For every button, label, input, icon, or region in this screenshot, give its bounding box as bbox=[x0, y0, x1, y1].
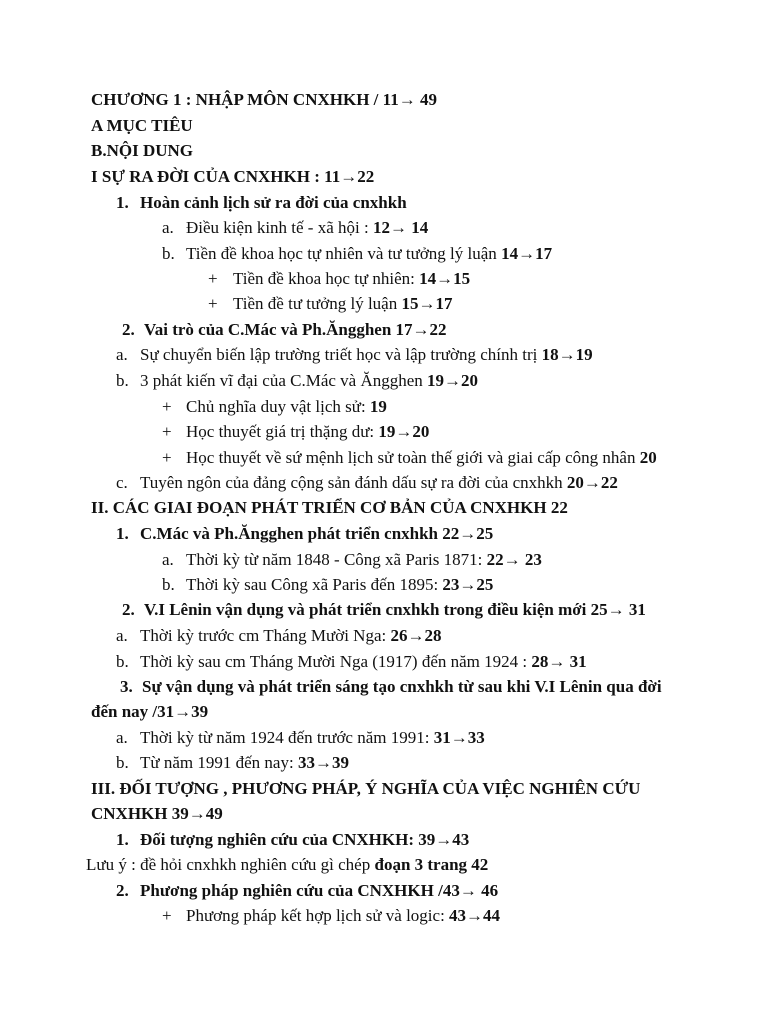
item-2-marker: 2. bbox=[116, 881, 129, 900]
item-3-heading-continued: đến nay /31→39 bbox=[91, 702, 209, 721]
item-3-marker: 3. bbox=[120, 677, 133, 696]
item-1-marker: 1. bbox=[116, 193, 129, 212]
list-marker: b. bbox=[116, 652, 129, 671]
section-b-heading: B.NỘI DUNG bbox=[91, 141, 194, 160]
part-1-heading: I SỰ RA ĐỜI CỦA CNXHKH : 11→22 bbox=[91, 167, 375, 186]
item-3-heading: Sự vận dụng và phát triển sáng tạo cnxhkh từ sau khi V.I Lênin qua đời bbox=[142, 677, 662, 696]
list-item: 3 phát kiến vĩ đại của C.Mác và Ăngghen 19→20 bbox=[140, 371, 479, 390]
list-marker: c. bbox=[116, 473, 128, 492]
list-item: Điều kiện kinh tế - xã hội : 12→ 14 bbox=[186, 218, 429, 237]
list-marker: a. bbox=[116, 626, 128, 645]
list-marker: b. bbox=[162, 575, 175, 594]
bullet-marker: + bbox=[162, 448, 172, 467]
bullet-marker: + bbox=[208, 269, 218, 288]
part-2-heading: II. CÁC GIAI ĐOẠN PHÁT TRIỂN CƠ BẢN CỦA CNXHKH 22 bbox=[91, 498, 568, 517]
note-line: Lưu ý : đề hỏi cnxhkh nghiên cứu gì chép đoạn 3 trang 42 bbox=[86, 855, 489, 874]
item-1-heading: Đối tượng nghiên cứu của CNXHKH: 39→43 bbox=[140, 830, 470, 849]
list-item: Tiền đề khoa học tự nhiên và tư tưởng lý luận 14→17 bbox=[186, 244, 553, 263]
list-item: Sự chuyển biến lập trường triết học và lập trường chính trị 18→19 bbox=[140, 345, 593, 364]
item-1-marker: 1. bbox=[116, 524, 129, 543]
list-item: Tuyên ngôn của đảng cộng sản đánh dấu sự ra đời của cnxhkh 20→22 bbox=[140, 473, 618, 492]
item-2-heading: Phương pháp nghiên cứu của CNXHKH /43→ 46 bbox=[140, 881, 499, 900]
list-marker: b. bbox=[162, 244, 175, 263]
item-1-heading: Hoàn cảnh lịch sử ra đời của cnxhkh bbox=[140, 193, 407, 212]
bullet-marker: + bbox=[162, 397, 172, 416]
list-marker: a. bbox=[116, 345, 128, 364]
chapter-title: CHƯƠNG 1 : NHẬP MÔN CNXHKH / 11→ 49 bbox=[91, 90, 437, 109]
list-item: Thời kỳ trước cm Tháng Mười Nga: 26→28 bbox=[140, 626, 442, 645]
list-item: Học thuyết giá trị thặng dư: 19→20 bbox=[186, 422, 430, 441]
item-2-marker: 2. bbox=[122, 600, 135, 619]
list-marker: b. bbox=[116, 753, 129, 772]
list-item: Thời kỳ từ năm 1924 đến trước năm 1991: 31→33 bbox=[140, 728, 485, 747]
item-1-marker: 1. bbox=[116, 830, 129, 849]
list-item: Học thuyết về sứ mệnh lịch sử toàn thế giới và giai cấp công nhân 20 bbox=[186, 448, 657, 467]
list-marker: a. bbox=[162, 550, 174, 569]
list-item: Thời kỳ sau Công xã Paris đến 1895: 23→25 bbox=[186, 575, 494, 594]
section-a-heading: A MỤC TIÊU bbox=[91, 116, 193, 135]
item-1-heading: C.Mác và Ph.Ăngghen phát triển cnxhkh 22→25 bbox=[140, 524, 494, 543]
list-item: Chủ nghĩa duy vật lịch sử: 19 bbox=[186, 397, 387, 416]
list-marker: b. bbox=[116, 371, 129, 390]
list-item: Phương pháp kết hợp lịch sử và logic: 43→44 bbox=[186, 906, 501, 925]
bullet-marker: + bbox=[208, 294, 218, 313]
item-2-heading: V.I Lênin vận dụng và phát triển cnxhkh trong điều kiện mới 25→ 31 bbox=[144, 600, 646, 619]
list-item: Thời kỳ sau cm Tháng Mười Nga (1917) đến năm 1924 : 28→ 31 bbox=[140, 652, 587, 671]
item-2-heading: Vai trò của C.Mác và Ph.Ăngghen 17→22 bbox=[144, 320, 447, 339]
list-item: Tiền đề tư tưởng lý luận 15→17 bbox=[233, 294, 453, 313]
item-2-marker: 2. bbox=[122, 320, 135, 339]
list-item: Từ năm 1991 đến nay: 33→39 bbox=[140, 753, 349, 772]
part-3-heading: III. ĐỐI TƯỢNG , PHƯƠNG PHÁP, Ý NGHĨA CỦA VIỆC NGHIÊN CỨU bbox=[91, 779, 641, 798]
list-item: Tiền đề khoa học tự nhiên: 14→15 bbox=[233, 269, 471, 288]
list-item: Thời kỳ từ năm 1848 - Công xã Paris 1871: 22→ 23 bbox=[186, 550, 542, 569]
list-marker: a. bbox=[116, 728, 128, 747]
list-marker: a. bbox=[162, 218, 174, 237]
part-3-heading-continued: CNXHKH 39→49 bbox=[91, 804, 223, 823]
bullet-marker: + bbox=[162, 906, 172, 925]
bullet-marker: + bbox=[162, 422, 172, 441]
